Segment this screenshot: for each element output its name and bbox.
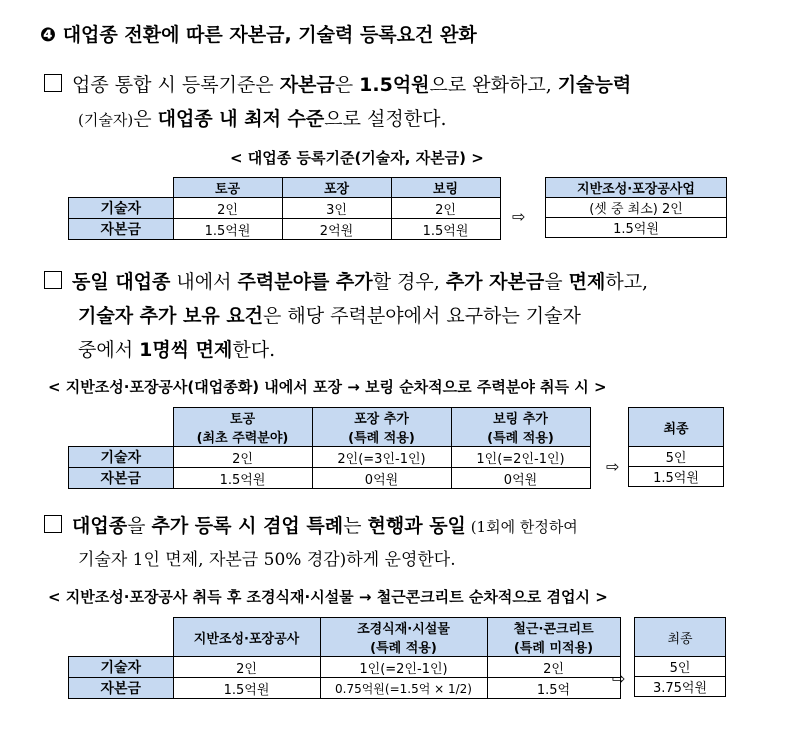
checkbox-square-icon bbox=[44, 271, 62, 289]
checkbox-square-icon bbox=[44, 74, 62, 92]
table-cell: 1인(=2인-1인) bbox=[451, 447, 590, 468]
row-label: 기술자 bbox=[69, 198, 174, 219]
row-label: 자본금 bbox=[69, 468, 174, 489]
header-cell: 조경식재·시설물 (특례 적용) bbox=[320, 618, 487, 657]
table-3-result bbox=[634, 617, 726, 697]
table-cell: 2인 bbox=[173, 657, 320, 678]
result-header: 지반조성·포장공사업 bbox=[546, 178, 727, 198]
table-cell: 2인 bbox=[173, 198, 282, 219]
table-cell: 1.5억원 bbox=[173, 678, 320, 699]
table-1-result bbox=[545, 177, 727, 238]
table-cell: 0.75억원(=1.5억 × 1/2) bbox=[320, 678, 487, 699]
table-1-caption: < 대업종 등록기준(기술자, 자본금) > bbox=[230, 149, 484, 167]
table-cell: 0억원 bbox=[312, 468, 451, 489]
paragraph-2-line-1: 동일 대업종 내에서 주력분야를 추가할 경우, 추가 자본금을 면제하고, bbox=[44, 265, 648, 299]
result-header: 최종 bbox=[635, 618, 726, 657]
table-cell: 1.5억원 bbox=[173, 219, 282, 240]
table-cell: 2인 bbox=[173, 447, 312, 468]
header-cell: 포장 추가 (특례 적용) bbox=[312, 408, 451, 447]
paragraph-2-line-3: 중에서 1명씩 면제한다. bbox=[78, 339, 276, 361]
table-cell: 1인(=2인-1인) bbox=[320, 657, 487, 678]
table-1-main bbox=[68, 177, 501, 240]
section-heading: ❹ 대업종 전환에 따른 자본금, 기술력 등록요건 완화 bbox=[40, 24, 477, 46]
result-header: 최종 bbox=[629, 408, 724, 447]
result-cell: (셋 중 최소) 2인 bbox=[546, 198, 727, 218]
result-cell: 1.5억원 bbox=[546, 218, 727, 238]
table-cell: 2인 bbox=[391, 198, 500, 219]
table-cell: 1.5억원 bbox=[173, 468, 312, 489]
result-cell: 1.5억원 bbox=[629, 467, 724, 487]
checkbox-square-icon bbox=[44, 515, 62, 533]
header-cell: 포장 bbox=[282, 178, 391, 198]
table-2-result bbox=[628, 407, 724, 487]
table-2-main bbox=[68, 407, 591, 489]
paragraph-1-line-1: 업종 통합 시 등록기준은 자본금은 1.5억원으로 완화하고, 기술능력 bbox=[44, 68, 631, 102]
table-2-caption: < 지반조성·포장공사(대업종화) 내에서 포장 → 보링 순차적으로 주력분야 취득 시 > bbox=[48, 378, 607, 396]
header-cell: 철근·콘크리트 (특례 미적용) bbox=[487, 618, 620, 657]
result-cell: 5인 bbox=[629, 447, 724, 467]
row-label: 자본금 bbox=[69, 219, 174, 240]
paragraph-1-line-2: (기술자)은 대업종 내 최저 수준으로 설정한다. bbox=[78, 108, 447, 130]
header-cell: 토공 bbox=[173, 178, 282, 198]
row-label: 자본금 bbox=[69, 678, 174, 699]
right-arrow-icon: ⇨ bbox=[612, 669, 626, 688]
table-cell: 3인 bbox=[282, 198, 391, 219]
table-3-caption: < 지반조성·포장공사 취득 후 조경식재·시설물 → 철근콘크리트 순차적으로 겸업시 > bbox=[48, 588, 608, 606]
result-cell: 5인 bbox=[635, 657, 726, 677]
table-cell: 2인(=3인-1인) bbox=[312, 447, 451, 468]
header-cell: 지반조성·포장공사 bbox=[173, 618, 320, 657]
row-label: 기술자 bbox=[69, 657, 174, 678]
paragraph-3-line-1: 대업종을 추가 등록 시 겸업 특례는 현행과 동일 (1회에 한정하여 bbox=[44, 509, 578, 544]
right-arrow-icon: ⇨ bbox=[512, 207, 526, 226]
header-cell: 보링 bbox=[391, 178, 500, 198]
table-cell: 2인 bbox=[487, 657, 620, 678]
paragraph-3-line-2: 기술자 1인 면제, 자본금 50% 경감)하게 운영한다. bbox=[78, 550, 456, 570]
result-cell: 3.75억원 bbox=[635, 677, 726, 697]
table-cell: 2억원 bbox=[282, 219, 391, 240]
table-3-main bbox=[68, 617, 621, 699]
right-arrow-icon: ⇨ bbox=[606, 457, 620, 476]
paragraph-2-line-2: 기술자 추가 보유 요건은 해당 주력분야에서 요구하는 기술자 bbox=[78, 305, 581, 327]
header-cell: 보링 추가 (특례 적용) bbox=[451, 408, 590, 447]
table-cell: 0억원 bbox=[451, 468, 590, 489]
header-cell: 토공 (최초 주력분야) bbox=[173, 408, 312, 447]
table-cell: 1.5억원 bbox=[391, 219, 500, 240]
row-label: 기술자 bbox=[69, 447, 174, 468]
table-cell: 1.5억 bbox=[487, 678, 620, 699]
